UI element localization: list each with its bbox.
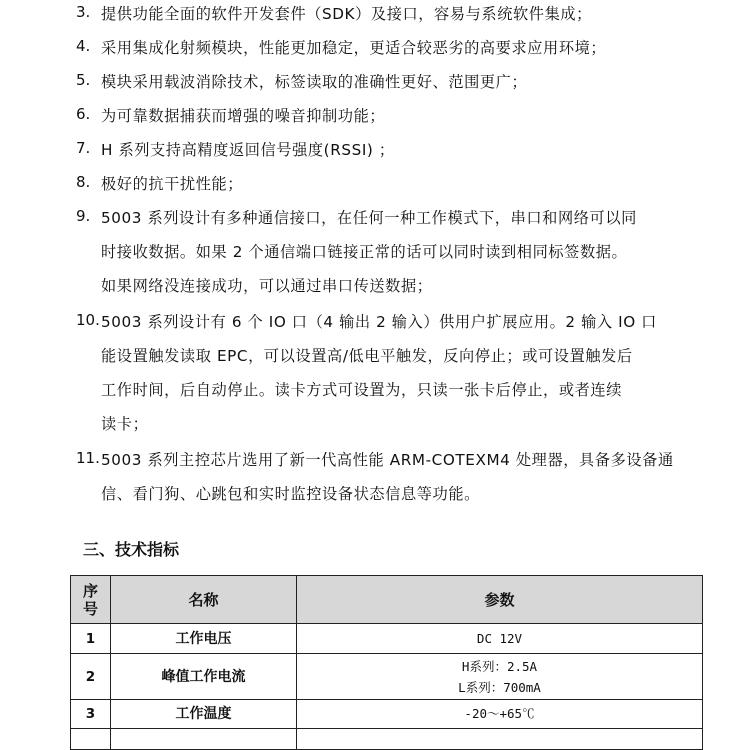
item-text: 能设置触发读取 EPC，可以设置高/低电平触发，反向停止；或可设置触发后 [101,347,633,365]
row-index: 3 [71,700,111,729]
item-number: 6. [76,105,91,123]
item-text: 模块采用载波消除技术，标签读取的准确性更好、范围更广； [101,73,528,91]
item-number: 7. [76,139,91,157]
table-row [71,654,703,700]
item-text: 采用集成化射频模块，性能更加稳定，更适合较恶劣的高要求应用环境； [101,39,607,57]
row-index: 1 [71,624,111,654]
table-row [71,624,703,654]
table-header-row [71,576,703,624]
header-param: 参数 [297,576,703,624]
item-text: 提供功能全面的软件开发套件（SDK）及接口，容易与系统软件集成； [101,5,592,23]
item-text: H 系列支持高精度返回信号强度(RSSI) ； [101,141,395,159]
row-param [297,700,703,729]
item-number: 9. [76,207,91,225]
item-text: 5003 系列主控芯片选用了新一代高性能 ARM-COTEXM4 处理器，具备多设备通 [101,451,674,469]
row-param [297,729,703,750]
row-name: 工作温度 [111,700,297,729]
item-text: 5003 系列设计有 6 个 IO 口（4 输出 2 输入）供用户扩展应用。2 输入 IO 口 [101,313,657,331]
param-line: DC 12V [476,630,523,646]
spec-table [70,575,703,750]
item-number: 10. [76,311,100,329]
row-param [297,654,703,700]
item-text: 如果网络没连接成功，可以通过串口传送数据； [101,277,433,295]
item-text: 极好的抗干扰性能； [101,175,244,193]
item-text: 信、看门狗、心跳包和实时监控设备状态信息等功能。 [101,485,480,503]
table-row [71,729,703,750]
table-row [71,700,703,729]
row-index: 2 [71,654,111,700]
row-index [71,729,111,750]
header-name: 名称 [111,576,297,624]
param-line: L系列：700mA [458,679,541,695]
item-text: 读卡； [101,415,149,433]
section-heading: 三、技术指标 [83,540,180,559]
row-name: 峰值工作电流 [111,654,297,700]
row-param [297,624,703,654]
param-line: -20～+65℃ [464,706,535,721]
row-name [111,729,297,750]
item-number: 4. [76,37,91,55]
item-number: 3. [76,3,91,21]
item-number: 5. [76,71,91,89]
item-text: 5003 系列设计有多种通信接口，在任何一种工作模式下，串口和网络可以同 [101,209,637,227]
item-text: 工作时间，后自动停止。读卡方式可设置为，只读一张卡后停止，或者连续 [101,381,622,399]
header-index: 序号 [71,576,111,624]
item-number: 8. [76,173,91,191]
param-line: H系列：2.5A [461,658,538,674]
item-text: 为可靠数据捕获而增强的噪音抑制功能； [101,107,386,125]
item-text: 时接收数据。如果 2 个通信端口链接正常的话可以同时读到相同标签数据。 [101,243,628,261]
row-name: 工作电压 [111,624,297,654]
item-number: 11. [76,449,100,467]
